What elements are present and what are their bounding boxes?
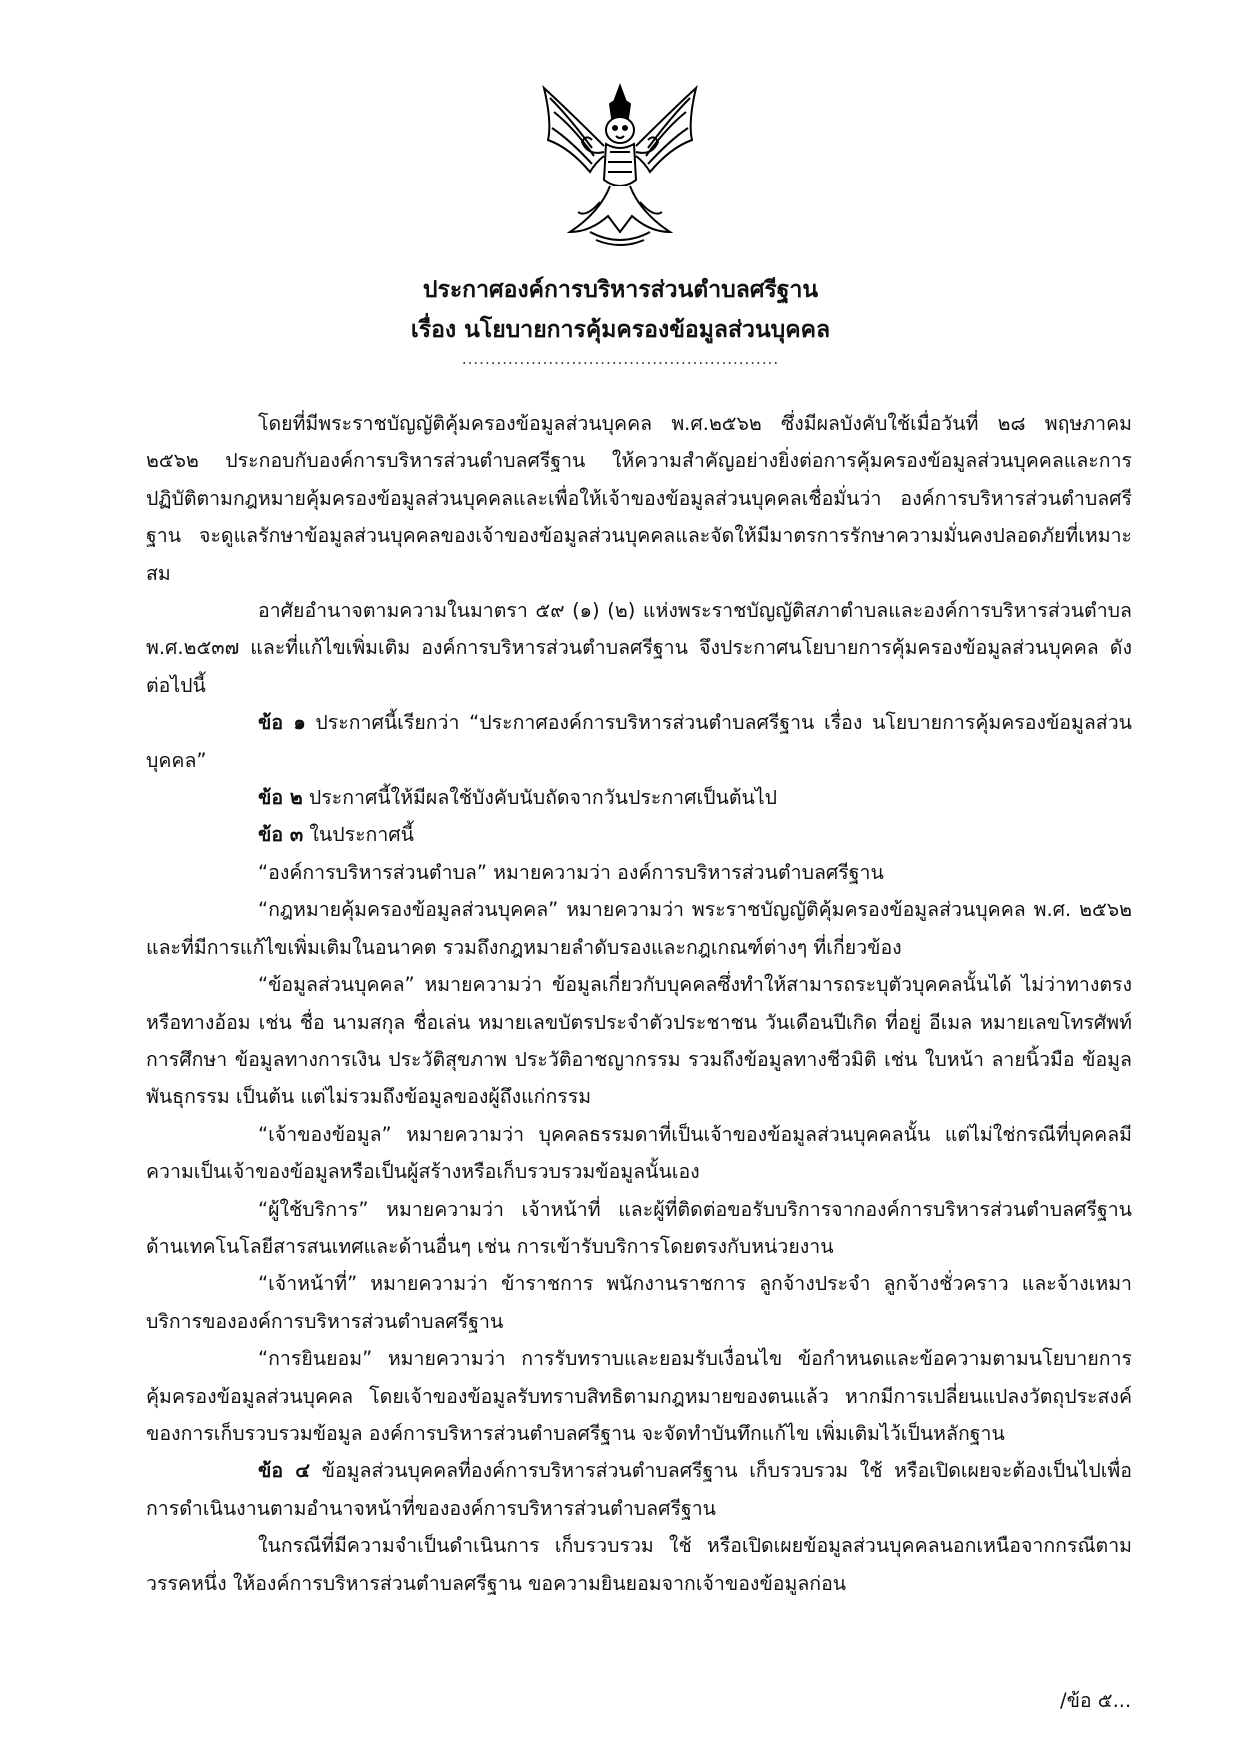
clause-1-text: ประกาศนี้เรียกว่า “ประกาศองค์การบริหารส่วนตำบลศรีฐาน เรื่อง นโยบายการคุ้มครองข้อมูลส่วนบุคคล” bbox=[146, 711, 1132, 772]
clause-3-label: ข้อ ๓ bbox=[258, 823, 304, 847]
authority-paragraph: อาศัยอำนาจตามความในมาตรา ๕๙ (๑) (๒) แห่งพระราชบัญญัติสภาตำบลและองค์การบริหารส่วนตำบล พ.ศ.๒๕๓๗ และที่แก้ไขเพิ่มเติม องค์การบริหารส่วนตำบลศรีฐาน จึงประกาศนโยบายการคุ้มครองข้อมูลส่วนบุคคล ดังต่อไปนี้ bbox=[146, 599, 1132, 697]
title-separator: ....................................................... bbox=[461, 350, 780, 368]
definition-organization: “องค์การบริหารส่วนตำบล” หมายความว่า องค์การบริหารส่วนตำบลศรีฐาน bbox=[258, 860, 884, 884]
clause-4-label: ข้อ ๔ bbox=[258, 1459, 311, 1483]
page-continuation: /ข้อ ๕... bbox=[1060, 1689, 1132, 1712]
garuda-emblem-icon bbox=[530, 82, 710, 252]
clause-3 bbox=[146, 816, 1132, 853]
preamble-paragraph: โดยที่มีพระราชบัญญัติคุ้มครองข้อมูลส่วนบุคคล พ.ศ.๒๕๖๒ ซึ่งมีผลบังคับใช้เมื่อวันที่ ๒๘ พฤษภาคม ๒๕๖๒ ประกอบกับองค์การบริหารส่วนตำบลศรีฐาน ให้ความสำคัญอย่างยิ่งต่อการคุ้มครองข้อมูลส่วนบุคคลและการปฏิบัติตามกฎหมายคุ้มครองข้อมูลส่วนบุคคลและเพื่อให้เจ้าของข้อมูลส่วนบุคคลเชื่อมั่นว่า องค์การบริหารส่วนตำบลศรีฐาน จะดูแลรักษาข้อมูลส่วนบุคคลของเจ้าของข้อมูลส่วนบุคคลและจัดให้มีมาตรการรักษาความมั่นคงปลอดภัยที่เหมาะสม bbox=[146, 412, 1132, 585]
clause-2 bbox=[146, 779, 1132, 816]
clause-4-text: ข้อมูลส่วนบุคคลที่องค์การบริหารส่วนตำบลศรีฐาน เก็บรวบรวม ใช้ หรือเปิดเผยจะต้องเป็นไปเพื่อการดำเนินงานตามอำนาจหน้าที่ขององค์การบริหารส่วนตำบลศรีฐาน bbox=[146, 1459, 1132, 1520]
definition-consent: “การยินยอม” หมายความว่า การรับทราบและยอมรับเงื่อนไข ข้อกำหนดและข้อความตามนโยบายการคุ้มครองข้อมูลส่วนบุคคล โดยเจ้าของข้อมูลรับทราบสิทธิตามกฎหมายของตนแล้ว หากมีการเปลี่ยนแปลงวัตถุประสงค์ของการเก็บรวบรวมข้อมูล องค์การบริหารส่วนตำบลศรีฐาน จะจัดทำบันทึกแก้ไข เพิ่มเติมไว้เป็นหลักฐาน bbox=[146, 1347, 1132, 1445]
announcement-body bbox=[146, 405, 1132, 1602]
clause-2-label: ข้อ ๒ bbox=[258, 786, 303, 810]
announcement-subject: เรื่อง นโยบายการคุ้มครองข้อมูลส่วนบุคคล bbox=[410, 317, 831, 343]
clause-1 bbox=[146, 704, 1132, 779]
announcement-title: ประกาศองค์การบริหารส่วนตำบลศรีฐาน bbox=[422, 277, 819, 303]
definition-personal-data: “ข้อมูลส่วนบุคคล” หมายความว่า ข้อมูลเกี่ยวกับบุคคลซึ่งทำให้สามารถระบุตัวบุคคลนั้นได้ ไม่ว่าทางตรงหรือทางอ้อม เช่น ชื่อ นามสกุล ชื่อเล่น หมายเลขบัตรประจำตัวประชาชน วันเดือนปีเกิด ที่อยู่ อีเมล หมายเลขโทรศัพท์ การศึกษา ข้อมูลทางการเงิน ประวัติสุขภาพ ประวัติอาชญากรรม รวมถึงข้อมูลทางชีวมิติ เช่น ใบหน้า ลายนิ้วมือ ข้อมูลพันธุกรรม เป็นต้น แต่ไม่รวมถึงข้อมูลของผู้ถึงแก่กรรม bbox=[146, 973, 1132, 1109]
definition-data-owner: “เจ้าของข้อมูล” หมายความว่า บุคคลธรรมดาที่เป็นเจ้าของข้อมูลส่วนบุคคลนั้น แต่ไม่ใช่กรณีที่บุคคลมีความเป็นเจ้าของข้อมูลหรือเป็นผู้สร้างหรือเก็บรวบรวมข้อมูลนั้นเอง bbox=[146, 1122, 1132, 1184]
definition-service-user: “ผู้ใช้บริการ” หมายความว่า เจ้าหน้าที่ และผู้ที่ติดต่อขอรับบริการจากองค์การบริหารส่วนตำบลศรีฐานด้านเทคโนโลยีสารสนเทศและด้านอื่นๆ เช่น การเข้ารับบริการโดยตรงกับหน่วยงาน bbox=[146, 1197, 1132, 1258]
clause-4-paragraph-2: ในกรณีที่มีความจำเป็นดำเนินการ เก็บรวบรวม ใช้ หรือเปิดเผยข้อมูลส่วนบุคคลนอกเหนือจากกรณีตามวรรคหนึ่ง ให้องค์การบริหารส่วนตำบลศรีฐาน ขอความยินยอมจากเจ้าของข้อมูลก่อน bbox=[146, 1534, 1132, 1595]
clause-3-text: ในประกาศนี้ bbox=[303, 823, 415, 847]
clause-4 bbox=[146, 1452, 1132, 1527]
clause-1-label: ข้อ ๑ bbox=[258, 711, 306, 735]
definition-officer: “เจ้าหน้าที่” หมายความว่า ข้าราชการ พนักงานราชการ ลูกจ้างประจำ ลูกจ้างชั่วคราว และจ้างเหมาบริการขององค์การบริหารส่วนตำบลศรีฐาน bbox=[146, 1272, 1132, 1333]
definition-law: “กฎหมายคุ้มครองข้อมูลส่วนบุคคล” หมายความว่า พระราชบัญญัติคุ้มครองข้อมูลส่วนบุคคล พ.ศ. ๒๕๖๒ และที่มีการแก้ไขเพิ่มเติมในอนาคต รวมถึงกฎหมายลำดับรองและกฎเกณฑ์ต่างๆ ที่เกี่ยวข้อง bbox=[146, 898, 1132, 959]
clause-2-text: ประกาศนี้ให้มีผลใช้บังคับนับถัดจากวันประกาศเป็นต้นไป bbox=[302, 786, 778, 810]
